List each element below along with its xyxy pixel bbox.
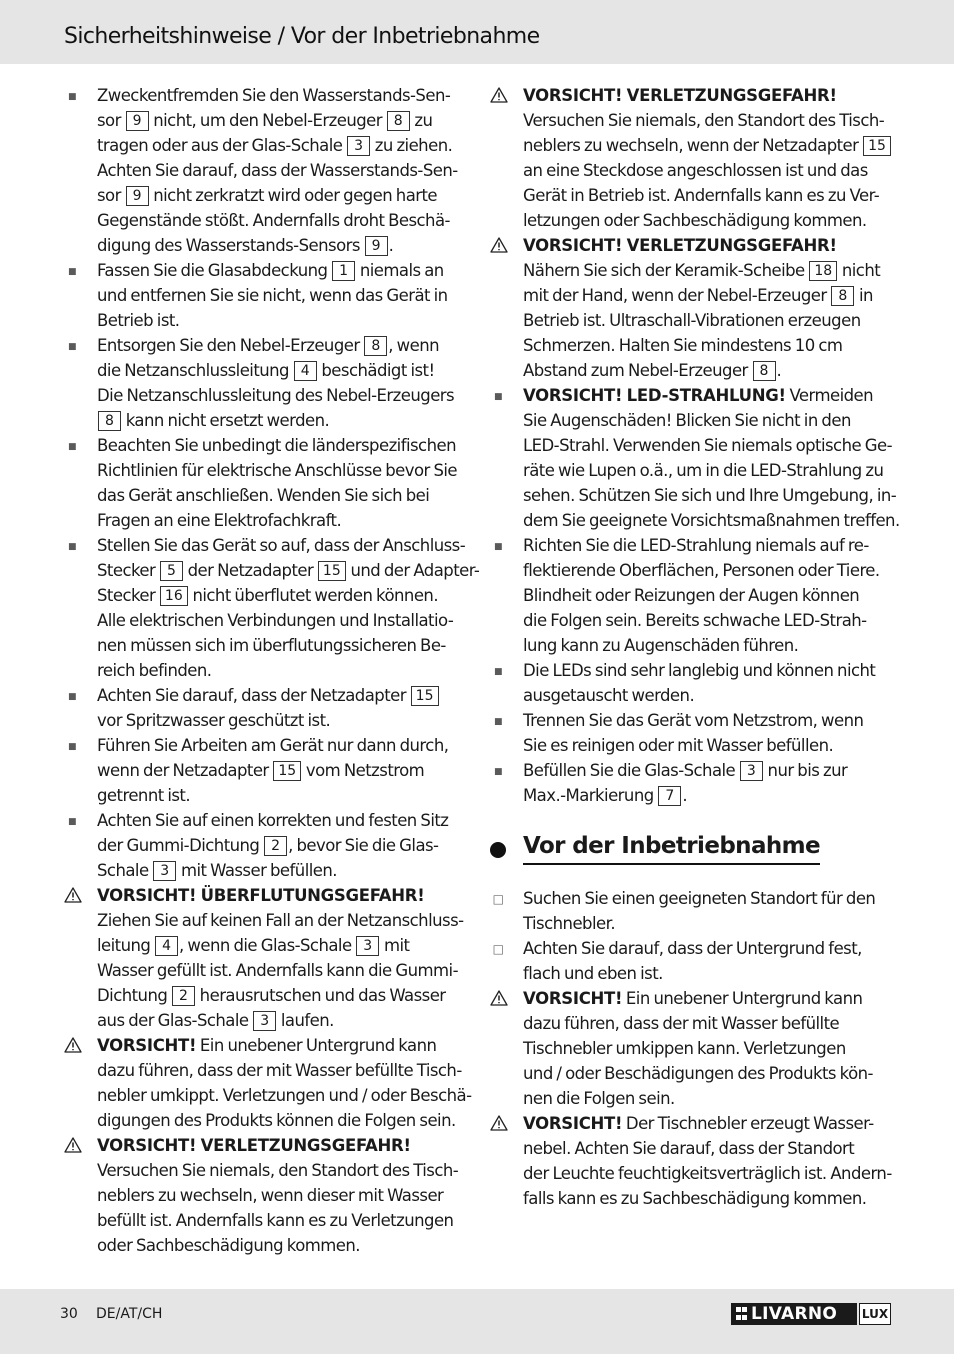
text-run: vor Spritzwasser geschützt ist. xyxy=(97,711,331,730)
square-bullet-icon xyxy=(62,808,82,837)
logo-mark-square xyxy=(736,1307,741,1312)
text-run: . xyxy=(682,786,688,805)
text-line xyxy=(523,758,894,783)
text-run: herausrutschen und das Wasser xyxy=(195,986,446,1005)
text-run: Fragen an eine Elektrofachkraft. xyxy=(97,511,342,530)
warning-label: VORSICHT! VERLETZUNGSGEFAHR! xyxy=(97,1136,411,1155)
text-line xyxy=(523,558,894,583)
text-line xyxy=(523,1111,894,1136)
text-run: Beachten Sie unbedingt die länderspezifischen xyxy=(97,436,456,455)
text-line xyxy=(523,986,894,1011)
text-line xyxy=(523,208,894,233)
text-line xyxy=(97,533,467,558)
warning-label: VORSICHT! xyxy=(523,1114,623,1133)
part-reference-number: 1 xyxy=(332,261,355,281)
text-line xyxy=(523,1136,894,1161)
text-run: lung kann zu Augenschäden führen. xyxy=(523,636,799,655)
warning-label: VORSICHT! LED-STRAHLUNG! xyxy=(523,386,786,405)
list-item xyxy=(488,658,894,708)
text-run: . xyxy=(776,361,782,380)
text-line xyxy=(97,1083,472,1108)
text-run: aus der Glas-Schale xyxy=(97,1011,253,1030)
list-item xyxy=(488,708,894,758)
text-run: in xyxy=(855,286,873,305)
checkbox-icon xyxy=(488,886,508,913)
text-run: beschädigt ist! xyxy=(317,361,435,380)
text-line xyxy=(97,433,467,458)
list-item xyxy=(62,258,467,333)
square-bullet-icon xyxy=(488,708,508,737)
text-line xyxy=(97,408,467,433)
square-bullet-icon xyxy=(488,758,508,787)
warning-label: VORSICHT! ÜBERFLUTUNGSGEFAHR! xyxy=(97,886,425,905)
left-column xyxy=(62,83,480,1258)
warning-label: VORSICHT! xyxy=(523,989,623,1008)
text-run: nicht zerkratzt wird oder gegen harte xyxy=(149,186,438,205)
text-line xyxy=(97,733,467,758)
text-line xyxy=(97,1108,467,1133)
part-reference-number: 15 xyxy=(411,686,439,706)
text-line xyxy=(523,358,894,383)
text-line xyxy=(97,183,467,208)
list-item xyxy=(488,533,894,658)
square-bullet-icon xyxy=(62,683,82,712)
text-line xyxy=(523,83,894,108)
text-run: Sie es reinigen oder mit Wasser befüllen. xyxy=(523,736,834,755)
text-line xyxy=(523,333,894,358)
text-line xyxy=(97,508,467,533)
text-run: dazu führen, dass der mit Wasser befüllte xyxy=(523,1014,840,1033)
section-title: Vor der Inbetriebnahme xyxy=(523,830,820,865)
filled-dot-icon xyxy=(490,842,506,858)
text-line xyxy=(523,308,894,333)
text-run: falls kann es zu Sachbeschädigung kommen. xyxy=(523,1189,867,1208)
text-run: Suchen Sie einen geeigneten Standort für den xyxy=(523,889,876,908)
warning-item xyxy=(488,986,894,1111)
list-item xyxy=(62,733,467,808)
text-run: Ein unebener Untergrund kann xyxy=(196,1036,437,1055)
part-reference-number: 2 xyxy=(264,836,287,856)
text-run: Vermeiden xyxy=(785,386,874,405)
text-line xyxy=(523,408,894,433)
logo-suffix: LUX xyxy=(859,1303,891,1325)
page-number: 30 xyxy=(60,1306,78,1322)
part-reference-number: 3 xyxy=(356,936,379,956)
text-run: digung des Wasserstands-Sensors xyxy=(97,236,364,255)
text-line xyxy=(97,608,467,633)
square-bullet-icon xyxy=(62,258,82,287)
text-run: Zweckentfremden Sie den Wasserstands-Sen- xyxy=(97,86,451,105)
text-line xyxy=(97,483,467,508)
text-line xyxy=(97,958,467,983)
text-run: und entfernen Sie sie nicht, wenn das Gerät in xyxy=(97,286,448,305)
text-run: Dichtung xyxy=(97,986,171,1005)
text-run: Ein unebener Untergrund kann xyxy=(622,989,863,1008)
text-line xyxy=(523,483,897,508)
text-run: Stellen Sie das Gerät so auf, dass der Anschluss- xyxy=(97,536,466,555)
text-run: Die LEDs sind sehr langlebig und können nicht xyxy=(523,661,876,680)
text-line xyxy=(97,883,467,908)
text-line xyxy=(97,758,467,783)
text-run: Gerät in Betrieb ist. Andernfalls kann es zu Ver- xyxy=(523,186,880,205)
text-run: Schmerzen. Halten Sie mindestens 10 cm xyxy=(523,336,843,355)
text-line xyxy=(523,633,894,658)
warning-item xyxy=(488,83,894,233)
text-line xyxy=(523,133,894,158)
text-line xyxy=(97,633,467,658)
setup-list xyxy=(488,886,894,1211)
part-reference-number: 8 xyxy=(364,336,387,356)
text-run: die Folgen sein. Bereits schwache LED-Strah- xyxy=(523,611,867,630)
text-run: vom Netzstrom xyxy=(302,761,425,780)
text-run: Trennen Sie das Gerät vom Netzstrom, wenn xyxy=(523,711,864,730)
text-run: und der Adapter- xyxy=(346,561,480,580)
text-line xyxy=(97,1233,467,1258)
text-run: Richtlinien für elektrische Anschlüsse bevor Sie xyxy=(97,461,458,480)
text-run: getrennt ist. xyxy=(97,786,191,805)
text-line xyxy=(523,283,894,308)
text-run: nen die Folgen sein. xyxy=(523,1089,675,1108)
text-line xyxy=(97,583,467,608)
text-line xyxy=(523,936,894,961)
text-run: dazu führen, dass der mit Wasser befüllte Tisch- xyxy=(97,1061,462,1080)
text-line xyxy=(523,658,894,683)
text-line xyxy=(97,558,480,583)
logo-wordmark: LIVARNO xyxy=(751,1304,838,1324)
part-reference-number: 15 xyxy=(273,761,301,781)
text-run: die Netzanschlussleitung xyxy=(97,361,293,380)
text-run: nur bis zur xyxy=(763,761,848,780)
list-item xyxy=(62,808,467,883)
text-line xyxy=(97,108,467,133)
text-run: nebel. Achten Sie darauf, dass der Standort xyxy=(523,1139,855,1158)
text-line xyxy=(523,733,894,758)
text-line xyxy=(523,708,894,733)
text-run: flektierende Oberflächen, Personen oder Tiere. xyxy=(523,561,880,580)
part-reference-number: 2 xyxy=(172,986,195,1006)
square-bullet-icon xyxy=(62,533,82,562)
text-run: zu xyxy=(410,111,433,130)
text-line xyxy=(523,1011,894,1036)
text-run: mit der Hand, wenn der Nebel-Erzeuger xyxy=(523,286,831,305)
list-item xyxy=(62,83,467,258)
part-reference-number: 9 xyxy=(365,236,388,256)
checklist-item xyxy=(488,886,894,936)
text-run: letzungen oder Sachbeschädigung kommen. xyxy=(523,211,867,230)
text-line xyxy=(97,658,467,683)
checkbox-icon xyxy=(488,936,508,963)
part-reference-number: 4 xyxy=(294,361,317,381)
text-run: Richten Sie die LED-Strahlung niemals auf re- xyxy=(523,536,869,555)
text-run: Stecker xyxy=(97,586,159,605)
text-line xyxy=(97,233,467,258)
square-bullet-icon xyxy=(62,333,82,362)
section-heading xyxy=(488,830,894,870)
text-line xyxy=(97,83,467,108)
text-run: Tischnebler umkippen kann. Verletzungen xyxy=(523,1039,846,1058)
text-line xyxy=(97,258,467,283)
text-line xyxy=(97,1033,467,1058)
text-run: der Leuchte feuchtigkeitsverträglich ist. Andern- xyxy=(523,1164,892,1183)
text-run: Betrieb ist. xyxy=(97,311,180,330)
text-line xyxy=(97,833,467,858)
page-title: Sicherheitshinweise / Vor der Inbetriebnahme xyxy=(64,24,540,49)
text-line xyxy=(97,458,467,483)
warning-label: VORSICHT! VERLETZUNGSGEFAHR! xyxy=(523,236,837,255)
text-run: der Gummi-Dichtung xyxy=(97,836,264,855)
text-run: an eine Steckdose angeschlossen ist und das xyxy=(523,161,868,180)
text-run: und / oder Beschädigungen des Produkts kön- xyxy=(523,1064,873,1083)
text-run: Stecker xyxy=(97,561,159,580)
part-reference-number: 4 xyxy=(155,936,178,956)
text-line xyxy=(97,358,467,383)
text-run: flach und eben ist. xyxy=(523,964,663,983)
list-item xyxy=(62,333,467,433)
text-run: niemals an xyxy=(356,261,444,280)
text-line xyxy=(523,508,900,533)
part-reference-number: 15 xyxy=(318,561,346,581)
text-run: Führen Sie Arbeiten am Gerät nur dann durch, xyxy=(97,736,449,755)
text-line xyxy=(97,283,467,308)
part-reference-number: 3 xyxy=(253,1011,276,1031)
text-run: Der Tischnebler erzeugt Wasser- xyxy=(622,1114,874,1133)
square-bullet-icon xyxy=(488,658,508,687)
part-reference-number: 18 xyxy=(809,261,837,281)
text-line xyxy=(97,983,467,1008)
list-item xyxy=(62,433,467,533)
text-run: Alle elektrischen Verbindungen und Installatio- xyxy=(97,611,454,630)
text-line xyxy=(97,133,467,158)
text-line xyxy=(97,783,467,808)
text-line xyxy=(523,1086,894,1111)
text-run: sor xyxy=(97,111,125,130)
text-line xyxy=(97,1183,467,1208)
text-line xyxy=(523,383,894,408)
text-line xyxy=(523,1061,894,1086)
page-footer xyxy=(0,1289,954,1354)
text-run: Betrieb ist. Ultraschall-Vibrationen erzeugen xyxy=(523,311,861,330)
text-line xyxy=(523,233,894,258)
text-run: das Gerät anschließen. Wenden Sie sich bei xyxy=(97,486,430,505)
text-line xyxy=(97,933,467,958)
text-run: Versuchen Sie niemals, den Standort des Tisch- xyxy=(523,111,885,130)
text-run: neblers zu wechseln, wenn der Netzadapter xyxy=(523,136,863,155)
text-line xyxy=(523,583,894,608)
text-run: Versuchen Sie niemals, den Standort des Tisch- xyxy=(97,1161,459,1180)
text-run: räte wie Lupen o.ä., um in die LED-Strahlung zu xyxy=(523,461,884,480)
text-line xyxy=(523,258,894,283)
right-column xyxy=(488,83,900,1211)
text-line xyxy=(97,1133,467,1158)
text-line xyxy=(97,308,467,333)
country-codes: DE/AT/CH xyxy=(96,1306,163,1322)
text-line xyxy=(97,1008,467,1033)
text-run: , wenn xyxy=(388,336,440,355)
text-run: nen müssen sich im überflutungssicheren Be- xyxy=(97,636,446,655)
text-run: laufen. xyxy=(277,1011,334,1030)
text-line xyxy=(97,1058,467,1083)
text-line xyxy=(97,383,467,408)
text-line xyxy=(523,108,894,133)
text-run: zu ziehen. xyxy=(371,136,453,155)
text-line xyxy=(97,908,467,933)
text-run: Nähern Sie sich der Keramik-Scheibe xyxy=(523,261,809,280)
text-run: Achten Sie darauf, dass der Wasserstands-Sen- xyxy=(97,161,458,180)
list-item xyxy=(62,683,467,733)
warning-item xyxy=(62,883,467,1033)
part-reference-number: 3 xyxy=(740,761,763,781)
text-run: der Netzadapter xyxy=(183,561,317,580)
text-line xyxy=(523,911,894,936)
warning-triangle-icon xyxy=(490,990,508,1006)
warning-triangle-icon xyxy=(64,1137,82,1153)
square-bullet-icon xyxy=(488,533,508,562)
text-line xyxy=(523,183,894,208)
square-bullet-icon xyxy=(488,383,508,412)
part-reference-number: 9 xyxy=(126,186,149,206)
text-run: mit xyxy=(380,936,410,955)
text-line xyxy=(523,683,894,708)
text-line xyxy=(97,683,467,708)
text-line xyxy=(523,433,894,458)
text-run: nebler umkippt. Verletzungen und / oder Beschä- xyxy=(97,1086,472,1105)
text-line xyxy=(523,608,894,633)
text-run: , wenn die Glas-Schale xyxy=(179,936,356,955)
part-reference-number: 9 xyxy=(126,111,149,131)
part-reference-number: 8 xyxy=(753,361,776,381)
text-line xyxy=(523,533,894,558)
text-run: Gegenstände stößt. Andernfalls droht Beschä- xyxy=(97,211,450,230)
text-run: Schale xyxy=(97,861,153,880)
text-run: Wasser gefüllt ist. Andernfalls kann die Gummi- xyxy=(97,961,458,980)
text-line xyxy=(523,1161,894,1186)
list-item xyxy=(488,758,894,808)
warning-item xyxy=(62,1033,472,1133)
warning-triangle-icon xyxy=(490,87,508,103)
logo-mark-square xyxy=(742,1307,747,1312)
warning-item xyxy=(488,1111,894,1211)
text-line xyxy=(523,886,894,911)
warning-label: VORSICHT! xyxy=(97,1036,197,1055)
part-reference-number: 8 xyxy=(387,111,410,131)
text-run: Abstand zum Nebel-Erzeuger xyxy=(523,361,752,380)
text-line xyxy=(523,1036,894,1061)
text-line xyxy=(97,1208,467,1233)
text-run: Sie Augenschäden! Blicken Sie nicht in den xyxy=(523,411,851,430)
warning-triangle-icon xyxy=(490,1115,508,1131)
text-run: , bevor Sie die Glas- xyxy=(288,836,439,855)
text-run: Fassen Sie die Glasabdeckung xyxy=(97,261,332,280)
text-run: sehen. Schützen Sie sich und Ihre Umgebung, in- xyxy=(523,486,897,505)
text-run: Achten Sie darauf, dass der Netzadapter xyxy=(97,686,410,705)
text-run: Entsorgen Sie den Nebel-Erzeuger xyxy=(97,336,364,355)
text-line xyxy=(97,158,467,183)
part-reference-number: 8 xyxy=(98,411,121,431)
warning-triangle-icon xyxy=(490,237,508,253)
logo-mark-square xyxy=(742,1315,747,1320)
text-run: mit Wasser befüllen. xyxy=(177,861,337,880)
text-run: nicht xyxy=(838,261,881,280)
part-reference-number: 3 xyxy=(347,136,370,156)
text-run: Max.-Markierung xyxy=(523,786,658,805)
text-run: Ziehen Sie auf keinen Fall an der Netzanschluss- xyxy=(97,911,464,930)
text-run: wenn der Netzadapter xyxy=(97,761,273,780)
text-line xyxy=(523,1186,894,1211)
text-run: LED-Strahl. Verwenden Sie niemals optische Ge- xyxy=(523,436,893,455)
part-reference-number: 5 xyxy=(160,561,183,581)
text-run: ausgetauscht werden. xyxy=(523,686,695,705)
text-line xyxy=(97,708,467,733)
warning-item xyxy=(488,233,894,383)
part-reference-number: 16 xyxy=(160,586,188,606)
square-bullet-icon xyxy=(62,733,82,762)
checklist-item xyxy=(488,936,894,986)
text-line xyxy=(97,808,467,833)
text-line xyxy=(97,208,467,233)
text-line xyxy=(523,158,894,183)
warning-item xyxy=(62,1133,467,1258)
list-item xyxy=(62,533,480,683)
brand-logo xyxy=(731,1303,891,1327)
part-reference-number: 15 xyxy=(863,136,891,156)
text-run: reich befinden. xyxy=(97,661,212,680)
text-run: Achten Sie darauf, dass der Untergrund fest, xyxy=(523,939,862,958)
text-run: . xyxy=(388,236,394,255)
logo-mark-square xyxy=(736,1315,741,1320)
text-run: Die Netzanschlussleitung des Nebel-Erzeugers xyxy=(97,386,455,405)
warning-triangle-icon xyxy=(64,1037,82,1053)
text-run: oder Sachbeschädigung kommen. xyxy=(97,1236,361,1255)
text-line xyxy=(97,333,467,358)
text-line xyxy=(523,458,894,483)
square-bullet-icon xyxy=(62,433,82,462)
part-reference-number: 7 xyxy=(658,786,681,806)
page-header xyxy=(0,0,954,64)
text-line xyxy=(523,961,894,986)
text-run: dem Sie geeignete Vorsichtsmaßnahmen treffen. xyxy=(523,511,900,530)
text-line xyxy=(97,1158,467,1183)
text-run: Blindheit oder Reizungen der Augen können xyxy=(523,586,860,605)
text-line xyxy=(523,783,894,808)
safety-list-continued xyxy=(488,83,900,808)
text-run: digungen des Produkts können die Folgen sein. xyxy=(97,1111,456,1130)
text-run: nicht überflutet werden können. xyxy=(188,586,439,605)
text-run: befüllt ist. Andernfalls kann es zu Verletzungen xyxy=(97,1211,454,1230)
text-run: sor xyxy=(97,186,125,205)
warning-triangle-icon xyxy=(64,887,82,903)
text-run: neblers zu wechseln, wenn dieser mit Wasser xyxy=(97,1186,444,1205)
text-run: kann nicht ersetzt werden. xyxy=(122,411,330,430)
square-bullet-icon xyxy=(62,83,82,112)
text-line xyxy=(97,858,467,883)
warning-label: VORSICHT! VERLETZUNGSGEFAHR! xyxy=(523,86,837,105)
text-run: tragen oder aus der Glas-Schale xyxy=(97,136,347,155)
part-reference-number: 8 xyxy=(831,286,854,306)
text-run: nicht, um den Nebel-Erzeuger xyxy=(149,111,386,130)
text-run: leitung xyxy=(97,936,155,955)
text-run: Befüllen Sie die Glas-Schale xyxy=(523,761,739,780)
list-item xyxy=(488,383,900,533)
logo-box xyxy=(731,1303,857,1325)
part-reference-number: 3 xyxy=(153,861,176,881)
text-run: Achten Sie auf einen korrekten und festen Sitz xyxy=(97,811,449,830)
text-run: Tischnebler. xyxy=(523,914,616,933)
